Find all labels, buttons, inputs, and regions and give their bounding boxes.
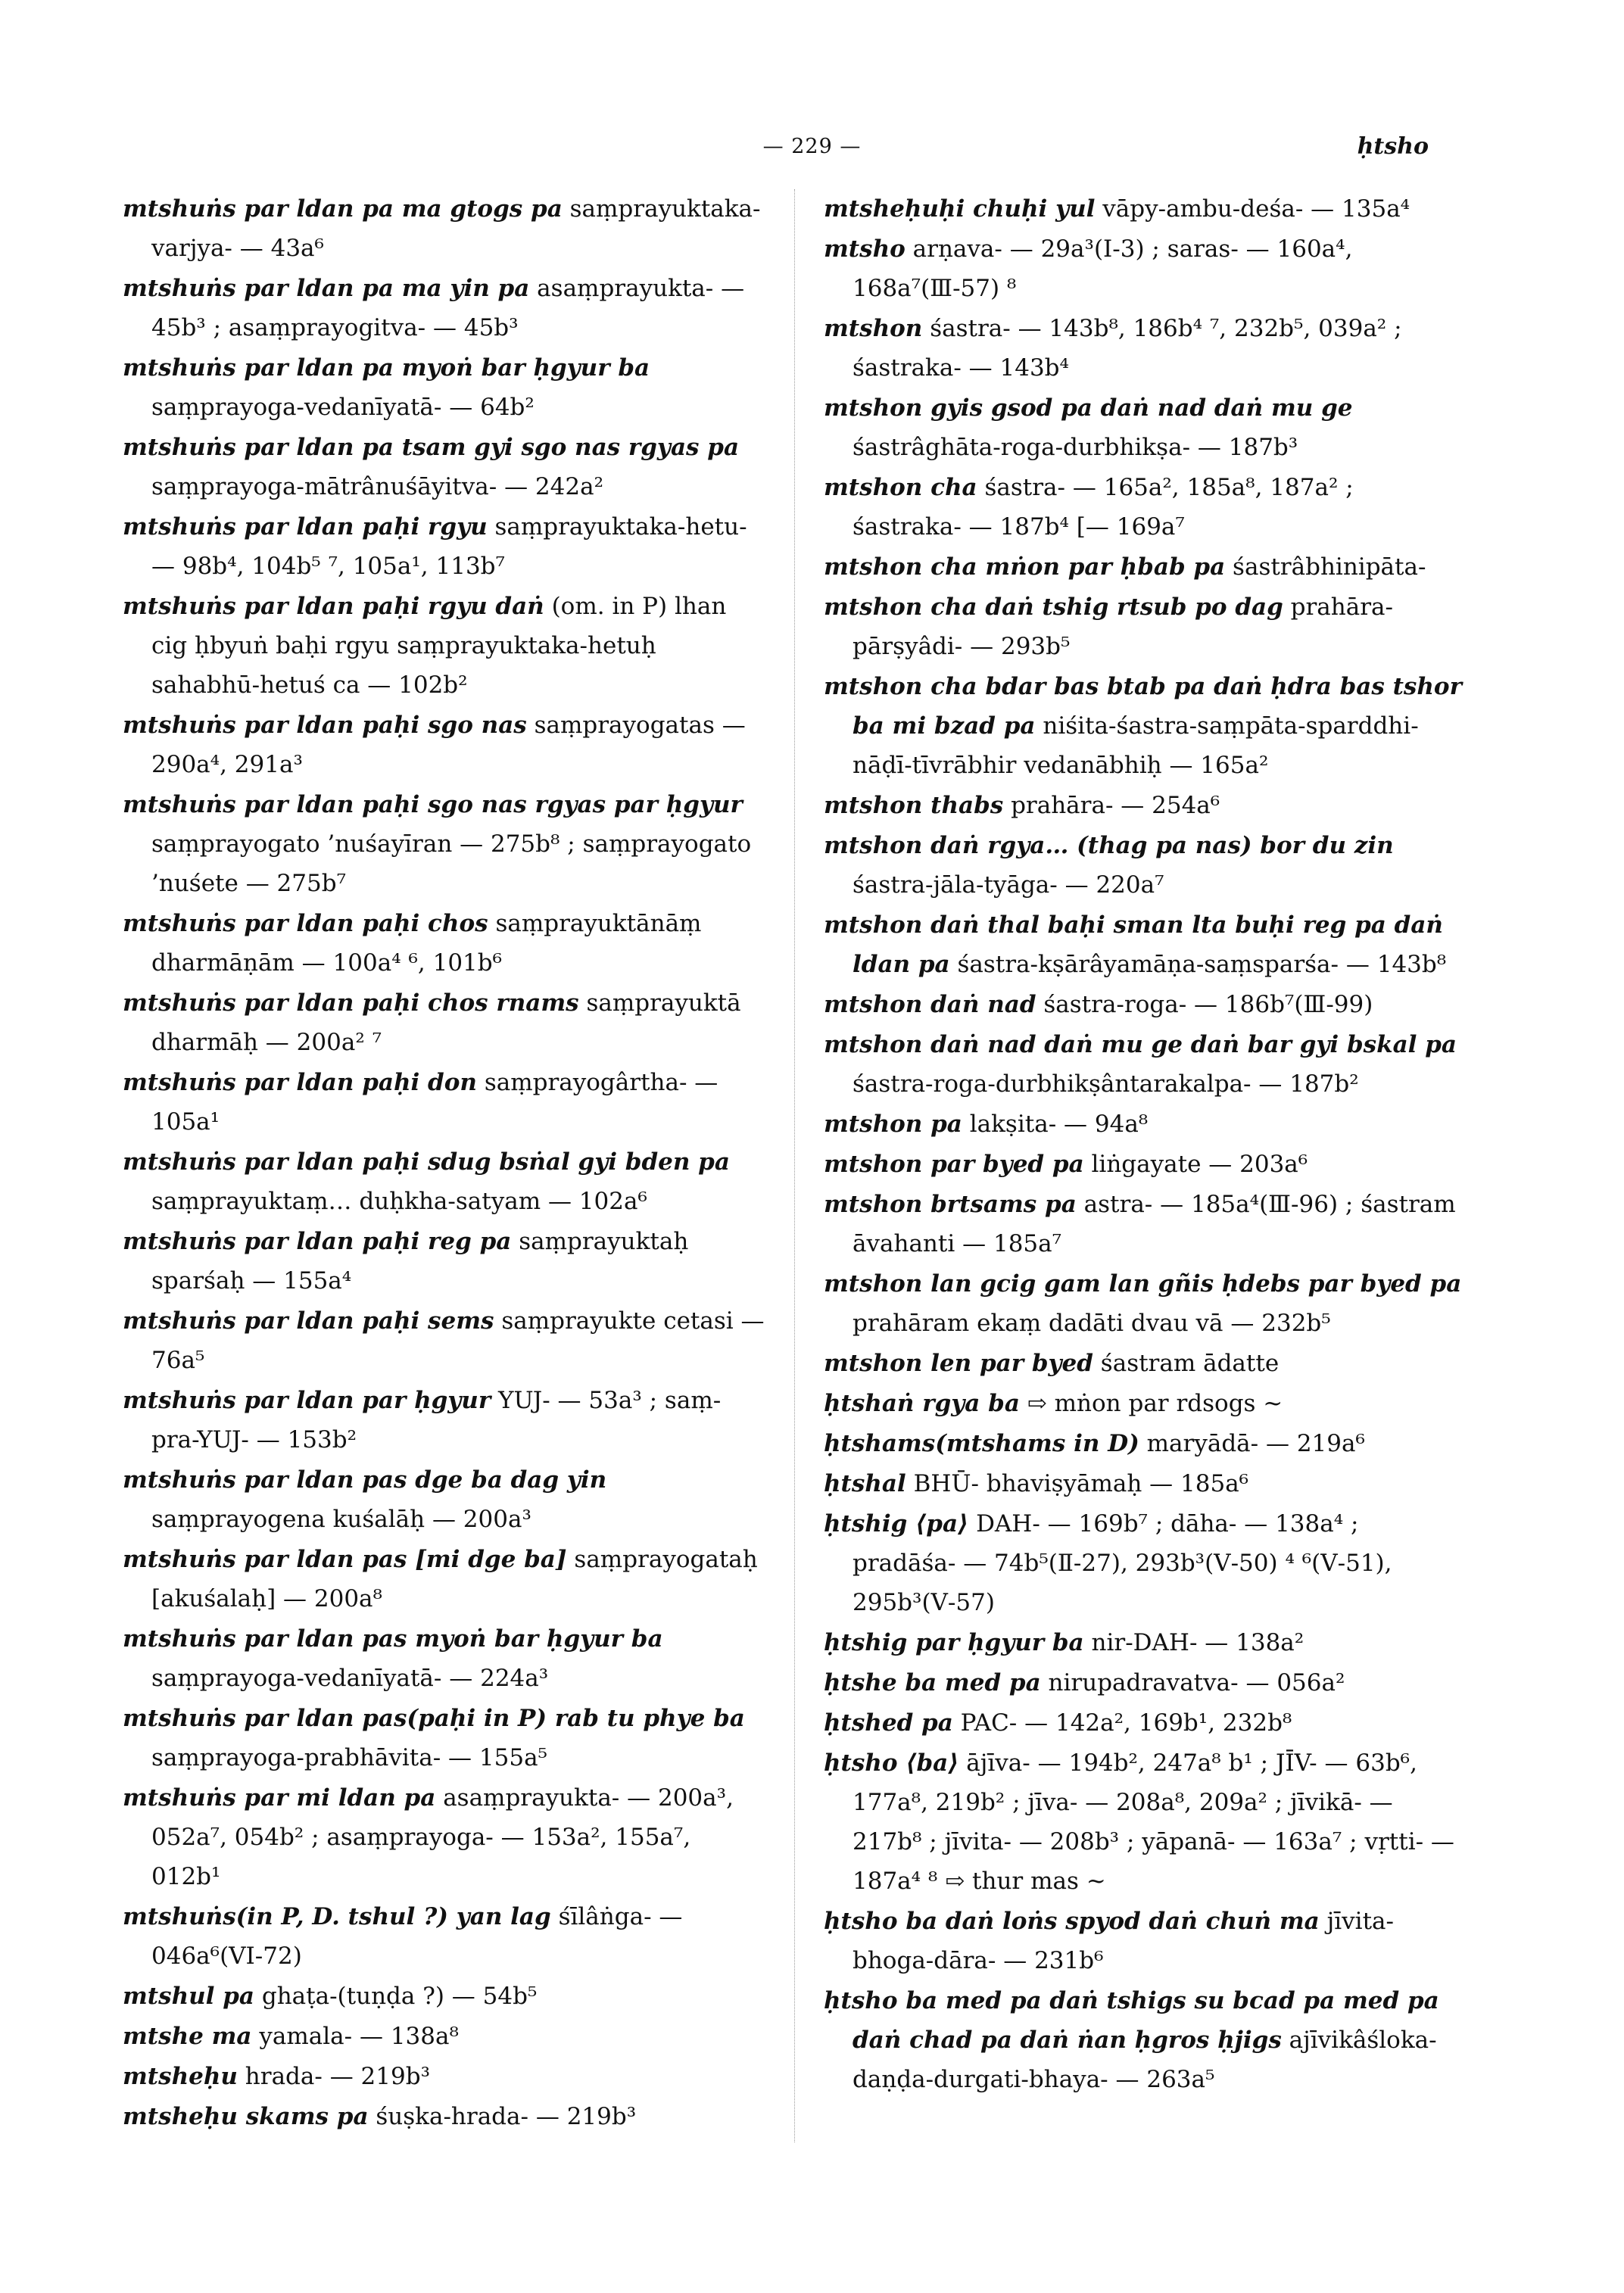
dictionary-entry xyxy=(824,1025,1467,1104)
entry-gloss: saṃprayuktā dharmāḥ — 200a² ⁷ xyxy=(151,989,741,1056)
column-divider xyxy=(794,189,795,2142)
entry-headword: ḥtsho ba med pa daṅ tshigs su bcad pa med pa daṅ chad pa daṅ ṅan ḥgros ḥjigs xyxy=(824,1987,1439,2054)
dictionary-entry xyxy=(123,904,766,983)
right-column xyxy=(824,189,1467,2100)
entry-headword: mtsheḥu skams pa xyxy=(123,2103,369,2130)
dictionary-entry xyxy=(123,1540,766,1618)
entry-gloss: śastrâbhinipāta- xyxy=(1233,553,1426,581)
dictionary-entry xyxy=(123,428,766,506)
entry-gloss: saṃprayogârtha- — 105a¹ xyxy=(151,1069,718,1136)
entry-headword: mtshon cha daṅ tshig rtsub po dag xyxy=(824,594,1283,621)
dictionary-entry xyxy=(824,1743,1467,1901)
entry-gloss: (om. in P) lhan cig ḥbyuṅ baḥi rgyu saṃprayuktaka-hetuḥ sahabhū-hetuś ca — 102b² xyxy=(151,593,727,699)
entry-headword: ḥtsho ⟨ba⟩ xyxy=(824,1749,959,1777)
left-column xyxy=(123,189,766,2137)
entry-headword: mtshuṅs par ldan pa myoṅ bar ḥgyur ba xyxy=(123,354,650,382)
dictionary-entry xyxy=(123,1460,766,1539)
dictionary-entry xyxy=(123,1977,766,2016)
entry-gloss: śastra-kṣārâyamāṇa-saṃsparśa- — 143b⁸ xyxy=(957,951,1447,978)
entry-gloss: jīvita-bhoga-dāra- — 231b⁶ xyxy=(853,1908,1394,1974)
entry-gloss: saṃprayoga-prabhāvita- — 155a⁵ xyxy=(151,1744,547,1771)
entry-gloss: śīlâṅga- — 046a⁶(VI-72) xyxy=(151,1903,683,1970)
dictionary-entry xyxy=(123,1619,766,1698)
dictionary-entry xyxy=(123,983,766,1062)
running-head: ḥtsho xyxy=(1357,133,1429,160)
entry-gloss: yamala- — 138a⁸ xyxy=(259,2023,459,2050)
entry-headword: mtshuṅs par ldan paḥi sgo nas rgyas par ḥgyur xyxy=(123,791,743,818)
dictionary-entry xyxy=(123,1381,766,1460)
entry-headword: mtshon len par byed xyxy=(824,1350,1093,1377)
dictionary-entry xyxy=(824,1663,1467,1703)
entry-gloss: nir-DAH- — 138a² xyxy=(1091,1629,1304,1656)
entry-headword: ḥtshig ⟨pa⟩ xyxy=(824,1510,969,1537)
entry-headword: mtshuṅs par ldan pas myoṅ bar ḥgyur ba xyxy=(123,1625,663,1653)
dictionary-entry xyxy=(123,1699,766,1777)
entry-gloss: liṅgayate — 203a⁶ xyxy=(1091,1151,1308,1178)
entry-gloss: saṃprayoga-vedanīyatā- — 224a³ xyxy=(151,1665,549,1692)
entry-headword: mtshuṅs par ldan paḥi rgyu xyxy=(123,513,488,541)
dictionary-entry xyxy=(824,1504,1467,1622)
entry-headword: mtshuṅs par ldan pa ma yin pa xyxy=(123,275,530,302)
entry-headword: mtshul pa xyxy=(123,1983,254,2010)
dictionary-entry xyxy=(123,1142,766,1221)
entry-gloss: śastra-jāla-tyāga- — 220a⁷ xyxy=(853,871,1164,899)
dictionary-entry xyxy=(123,507,766,586)
entry-headword: ḥtsho ba daṅ loṅs spyod daṅ chuṅ ma xyxy=(824,1908,1320,1935)
entry-gloss: saṃprayukte cetasi — 76a⁵ xyxy=(151,1307,765,1374)
entry-gloss: prahāra- — 254a⁶ xyxy=(1011,792,1220,819)
entry-headword: ḥtshe ba med pa xyxy=(824,1669,1041,1696)
dictionary-entry xyxy=(824,826,1467,905)
entry-gloss: asaṃprayukta- — 45b³ ; asaṃprayogitva- — 45b³ xyxy=(151,275,745,341)
dictionary-entry xyxy=(824,1703,1467,1743)
dictionary-entry xyxy=(123,189,766,268)
dictionary-entry xyxy=(824,309,1467,388)
entry-headword: ḥtshams(mtshams in D) xyxy=(824,1430,1139,1457)
dictionary-entry xyxy=(824,1464,1467,1503)
dictionary-entry xyxy=(123,1222,766,1301)
entry-gloss: ājīva- — 194b², 247a⁸ b¹ ; JĪV- — 63b⁶, 177a⁸, 219b² ; jīva- — 208a⁸, 209a² ; jīvikā- — 217b⁸ ; jīvita- — 208b³ ; yāpanā- — 163a⁷ ; vṛtti- — 187a⁴ ⁸ ⇨ thur mas ~ xyxy=(853,1749,1454,1895)
entry-headword: mtsheḥu xyxy=(123,2063,238,2090)
entry-headword: mtshuṅs par mi ldan pa xyxy=(123,1784,436,1812)
entry-headword: ḥtshaṅ rgya ba xyxy=(824,1390,1020,1417)
entry-headword: mtshuṅs par ldan pa tsam gyi sgo nas rgyas pa xyxy=(123,434,740,461)
entry-gloss: śastrâghāta-roga-durbhikṣa- — 187b³ xyxy=(853,434,1298,461)
entry-gloss: saṃprayuktaṃ… duḥkha-satyam — 102a⁶ xyxy=(151,1188,647,1215)
entry-gloss: arṇava- — 29a³(Ⅰ-3) ; saras- — 160a⁴, 168a⁷(Ⅲ-57) ⁸ xyxy=(853,235,1353,302)
dictionary-entry xyxy=(824,1264,1467,1343)
dictionary-entry xyxy=(824,587,1467,666)
dictionary-entry xyxy=(123,2097,766,2136)
entry-headword: mtshuṅs par ldan paḥi sgo nas xyxy=(123,712,527,739)
entry-headword: mtshon cha xyxy=(824,474,977,501)
dictionary-entry xyxy=(123,1301,766,1380)
entry-headword: mtshon daṅ thal baḥi sman lta buḥi reg pa daṅ ldan pa xyxy=(824,911,1443,978)
dictionary-entry xyxy=(123,269,766,347)
entry-headword: mtshuṅs par ldan paḥi sdug bsṅal gyi bden pa xyxy=(123,1148,730,1176)
entry-headword: mtshuṅs par ldan paḥi chos rnams xyxy=(123,989,579,1017)
entry-headword: mtshon cha bdar bas btab pa daṅ ḥdra bas tshor ba mi bzad pa xyxy=(824,673,1462,740)
entry-headword: ḥtshed pa xyxy=(824,1709,953,1737)
entry-headword: mtshon brtsams pa xyxy=(824,1191,1077,1218)
dictionary-entry xyxy=(824,667,1467,785)
entry-gloss: ajīvikâśloka-daṇḍa-durgati-bhaya- — 263a⁵ xyxy=(853,2027,1437,2093)
entry-headword: mtshon daṅ nad xyxy=(824,991,1036,1018)
entry-headword: mtshon daṅ rgya… (thag pa nas) bor du zin xyxy=(824,832,1394,859)
dictionary-entry xyxy=(824,1145,1467,1184)
entry-headword: mtshuṅs par ldan pas dge ba dag yin xyxy=(123,1466,607,1494)
page-number: — 229 — xyxy=(762,135,862,158)
entry-gloss: śastra-roga-durbhikṣântarakalpa- — 187b² xyxy=(853,1070,1359,1098)
entry-headword: mtshon gyis gsod pa daṅ nad daṅ mu ge xyxy=(824,394,1353,422)
dictionary-entry xyxy=(824,1104,1467,1144)
entry-gloss: DAH- — 169b⁷ ; dāha- — 138a⁴ ; pradāśa- — 74b⁵(Ⅱ-27), 293b³(Ⅴ-50) ⁴ ⁶(Ⅴ-51), 295b³(Ⅴ-57) xyxy=(853,1510,1392,1616)
entry-gloss: saṃprayuktaka-hetu- — 98b⁴, 104b⁵ ⁷, 105a¹, 113b⁷ xyxy=(151,513,747,580)
entry-gloss: niśita-śastra-saṃpāta-sparddhi-nāḍī-tīvrābhir vedanābhiḥ — 165a² xyxy=(853,712,1419,779)
entry-gloss: śastra- — 143b⁸, 186b⁴ ⁷, 232b⁵, 039a² ; śastraka- — 143b⁴ xyxy=(853,315,1402,382)
entry-gloss: ⇨ mṅon par rdsogs ~ xyxy=(1027,1390,1283,1417)
dictionary-entry xyxy=(824,229,1467,308)
dictionary-entry xyxy=(824,189,1467,229)
dictionary-entry xyxy=(123,1063,766,1142)
entry-headword: mtshon par byed pa xyxy=(824,1151,1084,1178)
entry-headword: mtshuṅs par ldan paḥi rgyu daṅ xyxy=(123,593,544,620)
dictionary-entry xyxy=(824,1344,1467,1383)
entry-gloss: saṃprayoga-mātrânuśāyitva- — 242a² xyxy=(151,473,604,500)
entry-headword: mtshuṅs par ldan par ḥgyur xyxy=(123,1387,491,1414)
dictionary-entry xyxy=(824,547,1467,587)
entry-gloss: maryādā- — 219a⁶ xyxy=(1146,1430,1365,1457)
entry-headword: mtshuṅs par ldan paḥi sems xyxy=(123,1307,494,1335)
entry-headword: ḥtshal xyxy=(824,1470,906,1497)
entry-headword: mtsho xyxy=(824,235,906,263)
entry-gloss: BHŪ- bhaviṣyāmaḥ — 185a⁶ xyxy=(913,1470,1249,1497)
entry-gloss: saṃprayogena kuśalāḥ — 200a³ xyxy=(151,1506,531,1533)
dictionary-entry xyxy=(824,1384,1467,1423)
dictionary-entry xyxy=(123,348,766,427)
dictionary-entry xyxy=(824,1623,1467,1662)
entry-gloss: prahāram ekaṃ dadāti dvau vā — 232b⁵ xyxy=(853,1310,1331,1337)
entry-headword: mtsheḥuḥi chuḥi yul xyxy=(824,195,1096,223)
entry-headword: mtshon thabs xyxy=(824,792,1004,819)
entry-headword: mtshon lan gcig gam lan gñis ḥdebs par byed pa xyxy=(824,1270,1462,1298)
entry-gloss: saṃprayoga-vedanīyatā- — 64b² xyxy=(151,394,535,421)
entry-headword: mtshuṅs(in P, D. tshul ?) yan lag xyxy=(123,1903,551,1930)
dictionary-entry xyxy=(123,1897,766,1976)
dictionary-entry xyxy=(824,905,1467,984)
entry-gloss: lakṣita- — 94a⁸ xyxy=(969,1111,1149,1138)
entry-gloss: vāpy-ambu-deśa- — 135a⁴ xyxy=(1102,195,1410,223)
dictionary-entry xyxy=(824,468,1467,547)
entry-gloss: saṃprayogatas — 290a⁴, 291a³ xyxy=(151,712,746,778)
entry-gloss: PAC- — 142a², 169b¹, 232b⁸ xyxy=(960,1709,1292,1737)
entry-gloss: asaṃprayukta- — 200a³, 052a⁷, 054b² ; asaṃprayoga- — 153a², 155a⁷, 012b¹ xyxy=(151,1784,734,1890)
dictionary-entry xyxy=(824,786,1467,825)
entry-headword: mtshuṅs par ldan paḥi chos xyxy=(123,910,488,937)
dictionary-entry xyxy=(824,985,1467,1024)
dictionary-entry xyxy=(123,2017,766,2056)
entry-gloss: saṃprayuktaḥ sparśaḥ — 155a⁴ xyxy=(151,1228,689,1294)
entry-gloss: astra- — 185a⁴(Ⅲ-96) ; śastram āvahanti — 185a⁷ xyxy=(853,1191,1456,1257)
dictionary-entry xyxy=(123,2057,766,2096)
entry-headword: mtshon daṅ nad daṅ mu ge daṅ bar gyi bskal pa xyxy=(824,1031,1457,1058)
entry-headword: mtshuṅs par ldan pa ma gtogs pa xyxy=(123,195,563,223)
entry-headword: mtshon pa xyxy=(824,1111,962,1138)
entry-headword: mtshuṅs par ldan pas [mi dge ba] xyxy=(123,1546,567,1573)
entry-headword: mtshe ma xyxy=(123,2023,252,2050)
entry-gloss: hrada- — 219b³ xyxy=(245,2063,430,2090)
entry-gloss: saṃprayuktaka-varjya- — 43a⁶ xyxy=(151,195,761,262)
entry-gloss: saṃprayogato ’nuśayīran — 275b⁸ ; saṃprayogato ’nuśete — 275b⁷ xyxy=(151,830,752,897)
entry-gloss: śastram ādatte xyxy=(1100,1350,1280,1377)
dictionary-entry xyxy=(824,1185,1467,1263)
dictionary-entry xyxy=(123,706,766,784)
entry-gloss: saṃprayuktānāṃ dharmāṇām — 100a⁴ ⁶, 101b⁶ xyxy=(151,910,702,977)
entry-headword: mtshuṅs par ldan paḥi reg pa xyxy=(123,1228,512,1255)
entry-gloss: saṃprayogataḥ [akuśalaḥ] — 200a⁸ xyxy=(151,1546,758,1612)
entry-headword: mtshon cha mṅon par ḥbab pa xyxy=(824,553,1226,581)
dictionary-entry xyxy=(824,1424,1467,1463)
entry-gloss: śastra- — 165a², 185a⁸, 187a² ; śastraka- — 187b⁴ [— 169a⁷ xyxy=(853,474,1354,541)
entry-gloss: ghaṭa-(tuṇḍa ?) — 54b⁵ xyxy=(261,1983,538,2010)
entry-gloss: YUJ- — 53a³ ; saṃ-pra-YUJ- — 153b² xyxy=(151,1387,722,1453)
entry-gloss: śuṣka-hrada- — 219b³ xyxy=(376,2103,637,2130)
entry-headword: mtshon xyxy=(824,315,923,342)
dictionary-entry xyxy=(123,785,766,903)
entry-headword: ḥtshig par ḥgyur ba xyxy=(824,1629,1084,1656)
entry-gloss: prahāra-pārṣyâdi- — 293b⁵ xyxy=(853,594,1393,660)
dictionary-entry xyxy=(824,1902,1467,1980)
entry-gloss: nirupadravatva- — 056a² xyxy=(1048,1669,1345,1696)
dictionary-entry xyxy=(123,1778,766,1896)
entry-gloss: śastra-roga- — 186b⁷(Ⅲ-99) xyxy=(1043,991,1373,1018)
dictionary-entry xyxy=(824,1981,1467,2099)
entry-headword: mtshuṅs par ldan pas(paḥi in P) rab tu phye ba xyxy=(123,1705,745,1732)
entry-headword: mtshuṅs par ldan paḥi don xyxy=(123,1069,477,1096)
dictionary-entry xyxy=(123,587,766,705)
dictionary-entry xyxy=(824,388,1467,467)
